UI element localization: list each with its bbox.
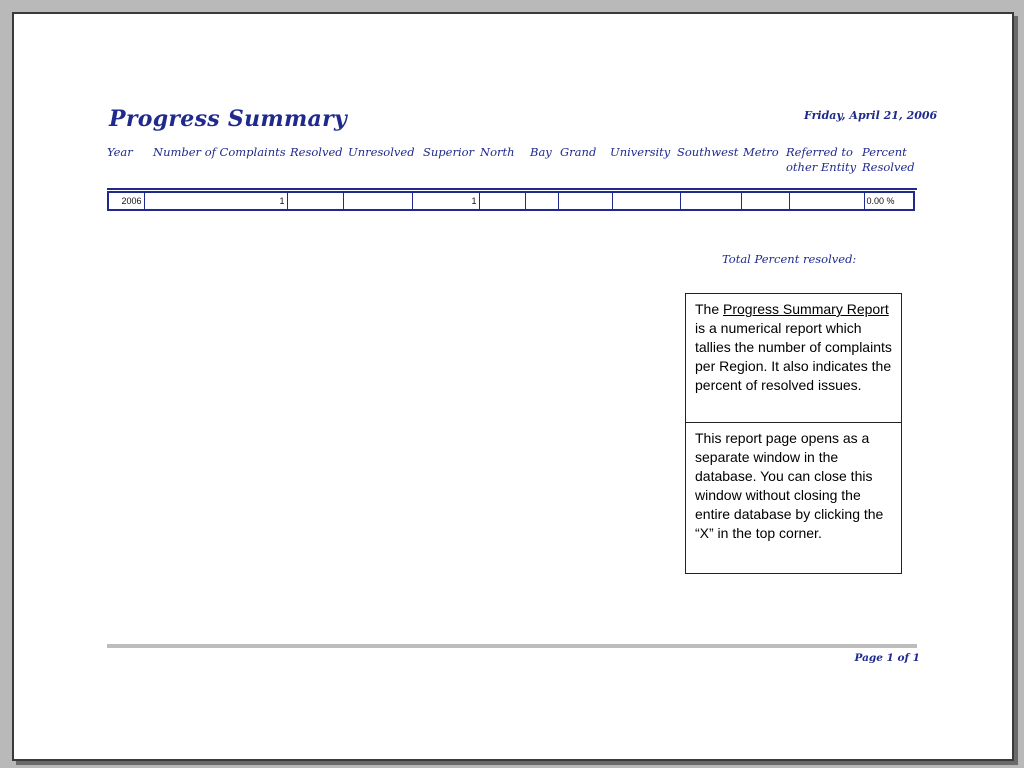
summary-table [107, 191, 915, 211]
header-divider [107, 188, 917, 190]
column-header-grand: Grand [560, 145, 597, 159]
callout-report-description [685, 293, 902, 423]
cell-grand [558, 192, 612, 210]
column-header-referred-line2: other Entity [786, 160, 857, 174]
total-percent-label: Total Percent resolved: [722, 252, 857, 266]
column-header-percent-line2: Resolved [862, 160, 915, 174]
page-number: Page 1 of 1 [854, 652, 920, 664]
column-header-metro: Metro [743, 145, 779, 159]
cell-bay [525, 192, 558, 210]
callout-prefix: The [695, 301, 724, 317]
cell-resolved [287, 192, 343, 210]
column-header-percent-line1: Percent [862, 145, 907, 159]
report-title: Progress Summary [109, 106, 348, 132]
cell-metro [741, 192, 789, 210]
footer-divider [107, 644, 917, 648]
column-header-bay: Bay [530, 145, 552, 159]
column-header-southwest: Southwest [677, 145, 739, 159]
column-header-unresolved: Unresolved [348, 145, 415, 159]
cell-complaints: 1 [144, 192, 287, 210]
cell-year: 2006 [108, 192, 144, 210]
cell-southwest [680, 192, 741, 210]
cell-north [479, 192, 525, 210]
report-date: Friday, April 21, 2006 [804, 109, 938, 122]
table-row [108, 192, 914, 210]
callout-window-note: This report page opens as a separate window in the database. You can close this window without closing the entire database by clicking the “X” in the top corner. [685, 422, 902, 574]
cell-unresolved [343, 192, 412, 210]
cell-percent: 0.00 % [864, 192, 914, 210]
report-page [12, 12, 1014, 761]
column-header-university: University [610, 145, 671, 159]
column-header-year: Year [107, 145, 133, 159]
callout-description: is a numerical report which tallies the number of complaints per Region. It also indicates the percent of resolved issues. [695, 320, 892, 393]
column-header-percent [862, 145, 915, 175]
column-header-north: North [480, 145, 515, 159]
cell-university [612, 192, 680, 210]
column-header-resolved: Resolved [290, 145, 343, 159]
column-header-superior: Superior [423, 145, 475, 159]
cell-referred [789, 192, 864, 210]
column-header-referred-line1: Referred to [786, 145, 853, 159]
callout-report-name: Progress Summary Report [723, 301, 889, 317]
cell-superior: 1 [412, 192, 479, 210]
column-header-complaints: Number of Complaints [153, 145, 286, 159]
column-header-referred [786, 145, 856, 175]
